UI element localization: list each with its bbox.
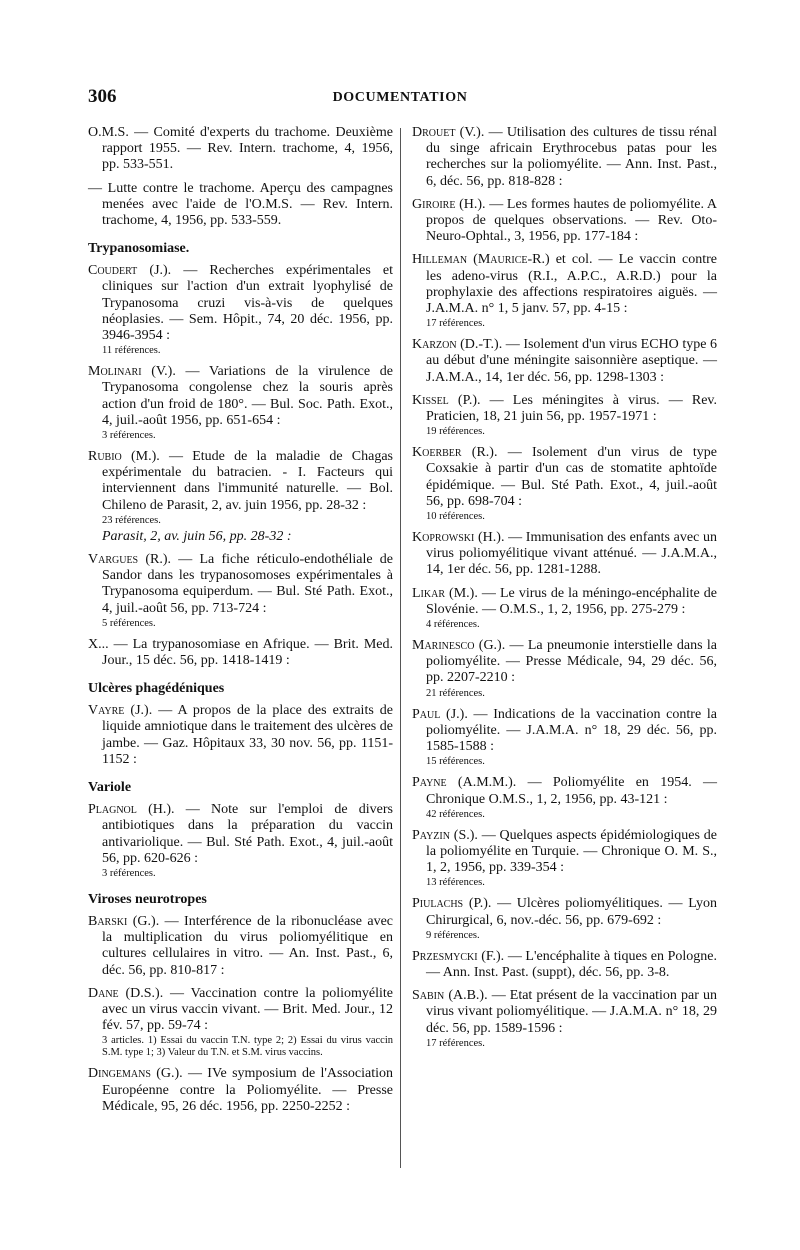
bibliography-entry: [412, 586, 717, 631]
entry-text: [412, 949, 717, 981]
entry-author: Kissel (P.).: [412, 392, 481, 408]
bibliography-entry: [412, 828, 717, 890]
entry-author: Koerber (R.).: [412, 445, 498, 461]
entry-citation: — IVe symposium de l'Association Européenne contre la Poliomyélite. — Presse Médicale, 95, 26 déc. 1956, pp. 2250-2252 :: [102, 1066, 394, 1114]
entry-citation: — La fiche réticulo-endothéliale de Sandor dans les trypanosomoses expérimentales à Trypanosoma equiperdum. — Bul. Sté Path. Exot., 4, juil.-août 56, pp. 713-724 :: [102, 552, 394, 616]
entry-note: 23 références.: [102, 514, 161, 526]
running-head: DOCUMENTATION: [332, 90, 468, 105]
bibliography-entry: [412, 445, 717, 523]
column-divider: [400, 128, 401, 1168]
entry-author: Coudert (J.).: [88, 263, 172, 279]
entry-citation: — Poliomyélite en 1954. — Chronique O.M.S., 1, 2, 1956, pp. 43-121 :: [426, 775, 717, 807]
bibliography-entry: [412, 638, 717, 700]
entry-note: 19 références.: [426, 426, 485, 438]
entry-note: 9 références.: [426, 929, 480, 941]
entry-note: 13 références.: [426, 877, 485, 889]
entry-note: 17 références.: [426, 1037, 485, 1049]
entry-note: 5 références.: [102, 617, 156, 629]
entry-citation: — Les formes hautes de poliomyélite. A propos de quelques observations. — Rev. Oto-Neuro-Ophtal., 3, 1956, pp. 177-184 :: [426, 196, 718, 245]
bibliography-entry: [88, 364, 393, 442]
entry-author: Vayre (J.).: [88, 703, 153, 719]
entry-note: 21 références.: [426, 687, 485, 699]
entry-note: 17 références.: [426, 318, 485, 330]
entry-citation: — Utilisation des cultures de tissu rénal du singe africain Erythrocebus patas pour les recherches sur la poliomyélite. — Ann. Inst. Past., 6, déc. 56, pp. 818-828 :: [426, 125, 718, 189]
entry-citation: — Etude de la maladie de Chagas expérimentale du batracien. - I. Facteurs qui interviennent dans l'immunité naturelle. — Bol. Chileno de Parasit, 2, av. juin 1956, pp. 28-32 :: [102, 449, 393, 513]
bibliography-entry: [412, 125, 717, 190]
entry-text: [412, 530, 717, 579]
entry-note: 15 références.: [426, 756, 485, 768]
entry-author: Marinesco (G.).: [412, 638, 506, 654]
entry-citation: — Quelques aspects épidémiologiques de la poliomyélite en Turquie. — Chronique O. M. S., 1, 2, 1956, pp. 339-354 :: [426, 827, 717, 876]
entry-citation: — Vaccination contre la poliomyélite avec un virus vaccin vivant. — Brit. Med. Jour., 12 fév. 57, pp. 59-74 :: [102, 985, 393, 1034]
stray-line: Parasit, 2, av. juin 56, pp. 28-32 :: [102, 528, 292, 544]
entry-note: 42 références.: [426, 808, 485, 820]
entry-text: [88, 552, 393, 617]
bibliography-entry: [88, 125, 393, 174]
section-heading: Variole: [88, 780, 132, 796]
entry-citation: — Note sur l'emploi de divers antibiotiques dans la préparation du vaccin antivariolique. — Bul. Sté Path. Exot., 4, juil.-août 56, pp. 620-626 :: [102, 802, 394, 866]
entry-citation: — Les méningites à virus. — Rev. Praticien, 18, 21 juin 56, pp. 1957-1971 :: [426, 392, 718, 425]
entry-text: [88, 703, 393, 768]
bibliography-entry: [88, 986, 393, 1060]
bibliography-entry: [412, 988, 717, 1050]
left-column: [88, 125, 393, 1122]
entry-citation: et col. — Le vaccin contre les adeno-virus (R.I., A.P.C., A.R.D.) pour la prophylaxie des affections respiratoires aiguës. — J.A.M.A. n° 1, 5 janv. 57, pp. 4-15 :: [426, 252, 717, 317]
entry-text: [412, 197, 717, 246]
entry-note: 3 références.: [102, 430, 156, 442]
entry-text: [88, 914, 393, 979]
bibliography-entry: [412, 707, 717, 769]
bibliography-entry: [88, 914, 393, 979]
bibliography-entry: [88, 637, 393, 669]
entry-text: [412, 828, 717, 877]
entry-text: [412, 125, 717, 190]
entry-text: [412, 988, 717, 1037]
entry-citation: — Lutte contre le trachome. Aperçu des campagnes menées avec l'aide de l'O.M.S. — Rev. Intern. trachome, 4, 1956, pp. 533-559.: [88, 180, 393, 229]
bibliography-entry: [88, 552, 393, 630]
entry-author: Dane (D.S.).: [88, 985, 164, 1001]
bibliography-entry: [88, 181, 393, 230]
entry-citation: — Comité d'experts du trachome. Deuxième rapport 1955. — Rev. Intern. trachome, 4, 1956, pp. 533-551.: [102, 125, 393, 173]
bibliography-entry: [412, 252, 717, 330]
bibliography-entry: [88, 703, 393, 768]
entry-citation: — A propos de la place des extraits de liquide amniotique dans le traitement des ulcères de jambe. — Gaz. Hôpitaux 33, 30 nov. 56, pp. 1151-1152 :: [102, 703, 394, 767]
entry-citation: — Isolement d'un virus ECHO type 6 au début d'une méningite saisonnière aseptique. — J.A.M.A., 14, 1er déc. 56, pp. 1298-1303 :: [426, 337, 717, 385]
bibliography-entry: [88, 1066, 393, 1115]
entry-citation: — L'encéphalite à tiques en Pologne. — Ann. Inst. Past. (suppt), déc. 56, pp. 3-8.: [426, 948, 717, 980]
bibliography-entry: [412, 337, 717, 386]
bibliography-entry: [88, 449, 393, 527]
entry-citation: — Indications de la vaccination contre la poliomyélite. — J.A.M.A. n° 18, 29 déc. 56, pp. 1585-1588 :: [426, 706, 717, 755]
entry-note: 11 références.: [102, 345, 161, 357]
entry-citation: — Variations de la virulence de Trypanosoma congolense chez la souris après action d'un froid de 180°. — Bul. Soc. Path. Exot., 4, juil.-août 1956, pp. 651-654 :: [102, 364, 393, 428]
entry-text: [88, 364, 393, 429]
entry-author: X...: [88, 636, 109, 652]
entry-text: [412, 252, 717, 317]
right-column: [412, 125, 717, 1057]
section-heading: Viroses neurotropes: [88, 891, 207, 907]
entry-text: [88, 263, 393, 344]
entry-text: [412, 445, 717, 510]
bibliography-entry: [412, 775, 717, 820]
entry-citation: — Ulcères poliomyélitiques. — Lyon Chirurgical, 6, nov.-déc. 56, pp. 679-692 :: [426, 896, 717, 928]
entry-author: Piulachs (P.).: [412, 896, 492, 912]
entry-text: [88, 1066, 393, 1115]
entry-text: [88, 637, 393, 669]
entry-author: Vargues (R.).: [88, 552, 172, 568]
page-number: 306: [88, 86, 117, 107]
entry-text: [88, 986, 393, 1035]
entry-note: 3 articles. 1) Essai du vaccin T.N. type 2; 2) Essai du virus vaccin S.M. type 1; 3) Valeur du T.N. et S.M. virus vaccins.: [102, 1035, 393, 1059]
entry-citation: — Isolement d'un virus de type Coxsakie à partir d'un cas de stomatite aphtoïde épidémique. — Bul. Sté Path. Exot., 4, juil.-août 56, pp. 698-704 :: [426, 445, 717, 509]
bibliography-entry: [88, 802, 393, 880]
entry-text: [88, 802, 393, 867]
entry-citation: — La trypanosomiase en Afrique. — Brit. Med. Jour., 15 déc. 56, pp. 1418-1419 :: [102, 636, 394, 669]
entry-citation: — Etat présent de la vaccination par un virus vivant poliomyélitique. — J.A.M.A. n° 18, 29 déc. 56, pp. 1589-1596 :: [426, 988, 717, 1036]
section-heading: Trypanosomiase.: [88, 241, 190, 257]
bibliography-entry: [412, 530, 717, 579]
entry-text: [412, 393, 717, 425]
entry-author: Dingemans (G.).: [88, 1066, 183, 1082]
bibliography-entry: [412, 197, 717, 246]
entry-text: [412, 586, 717, 618]
entry-citation: — Interférence de la ribonucléase avec la multiplication du virus poliomyélitique en cultures cellulaires in vitro. — An. Inst. Past., 6, déc. 56, pp. 810-817 :: [102, 913, 394, 978]
entry-text: [412, 337, 717, 386]
bibliography-entry: [412, 896, 717, 941]
entry-author: Payzin (S.).: [412, 827, 478, 843]
entry-author: Likar (M.).: [412, 585, 478, 601]
entry-author: Rubio (M.).: [88, 449, 160, 465]
section-heading: Ulcères phagédéniques: [88, 681, 225, 697]
entry-author: Payne (A.M.M.).: [412, 775, 517, 791]
entry-text: [88, 125, 393, 174]
entry-text: [88, 181, 393, 230]
entry-author: Karzon (D.-T.).: [412, 337, 503, 353]
entry-text: [88, 449, 393, 514]
entry-author: Barski (G.).: [88, 913, 160, 929]
entry-author: Giroire (H.).: [412, 196, 486, 212]
entry-note: 4 références.: [426, 619, 480, 631]
entry-citation: — Immunisation des enfants avec un virus poliomyélitique vivant atténué. — J.A.M.A., 14, 1er déc. 56, pp. 1281-1288.: [426, 530, 717, 578]
entry-author: Molinari (V.).: [88, 364, 176, 380]
entry-author: Hilleman (Maurice-R.): [412, 252, 550, 268]
entry-text: [412, 707, 717, 756]
entry-author: O.M.S.: [88, 125, 129, 140]
bibliography-entry: [412, 393, 717, 438]
entry-citation: — Le virus de la méningo-encéphalite de Slovénie. — O.M.S., 1, 2, 1956, pp. 275-279 :: [426, 585, 717, 617]
entry-author: Przesmycki (F.).: [412, 948, 505, 964]
entry-author: Drouet (V.).: [412, 125, 485, 140]
entry-author: Plagnol (H.).: [88, 802, 175, 818]
entry-citation: — Recherches expérimentales et cliniques sur l'action d'un extrait lyophylisé de Trypanosoma cruzi vis-à-vis de quelques néoplasies. — Sem. Hôpit., 74, 20 déc. 1956, pp. 3946-3954 :: [102, 263, 394, 344]
entry-author: Sabin (A.B.).: [412, 988, 488, 1004]
entry-author: Paul (J.).: [412, 706, 468, 722]
entry-text: [412, 896, 717, 928]
entry-citation: — La pneumonie interstielle dans la poliomyélite. — Presse Médicale, 94, 29 déc. 56, pp. 2207-2210 :: [426, 638, 718, 686]
entry-text: [412, 775, 717, 807]
entry-note: 10 références.: [426, 511, 485, 523]
bibliography-entry: [88, 263, 393, 357]
entry-author: Koprowski (H.).: [412, 530, 505, 546]
entry-note: 3 références.: [102, 867, 156, 879]
bibliography-entry: [412, 949, 717, 981]
entry-text: [412, 638, 717, 687]
